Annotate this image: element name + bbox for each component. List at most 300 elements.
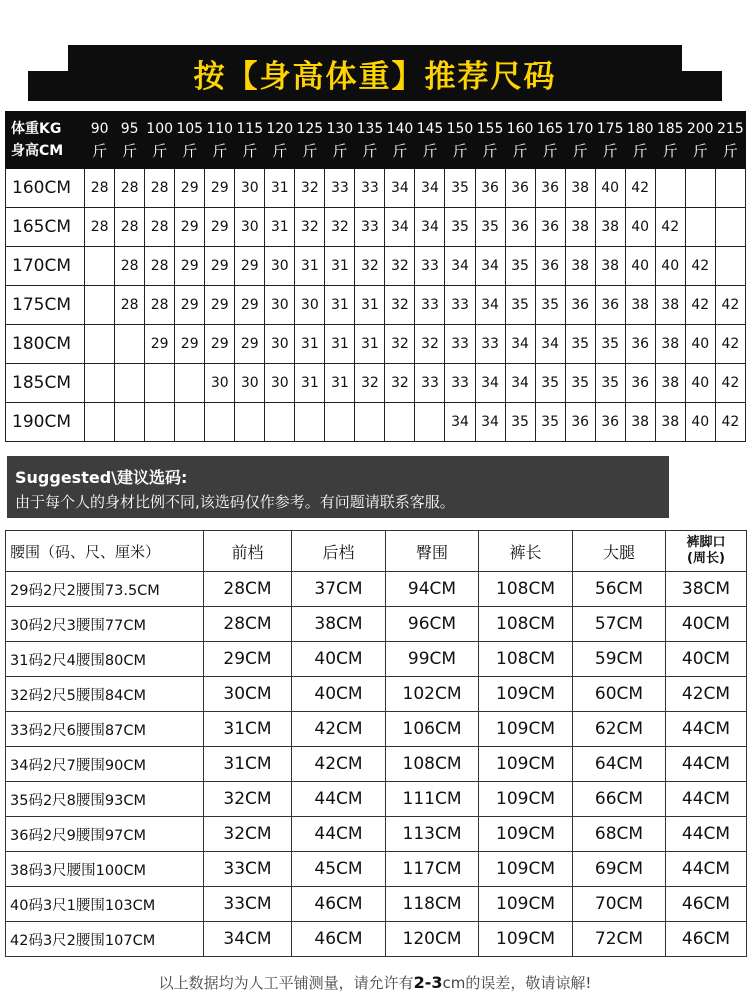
size-cell: 40 [625,247,655,286]
measurement-cell: 46CM [666,922,747,957]
size-cell: 30 [205,364,235,403]
waist-size-label: 32码2尺5腰围84CM [6,677,204,712]
size-cell [715,208,745,247]
height-label: 180CM [6,325,85,364]
measurement-cell: 32CM [204,817,292,852]
size-cell: 35 [565,325,595,364]
measurement-cell: 46CM [292,922,386,957]
measurement-cell: 45CM [292,852,386,887]
measurement-cell: 70CM [573,887,666,922]
size-cell: 29 [205,247,235,286]
weight-value: 110 [206,121,234,137]
size-cell: 32 [295,169,325,208]
size-cell [145,403,175,442]
size-row-190cm [6,403,746,442]
measurement-cell: 38CM [292,607,386,642]
measurement-cell: 108CM [479,572,573,607]
size-cell: 40 [595,169,625,208]
header-hem [666,531,747,572]
footer-text-before: 以上数据均为人工平铺测量，请允许有 [158,974,414,992]
size-cell: 35 [505,286,535,325]
measurement-cell: 31CM [204,747,292,782]
measurement-cell: 46CM [666,887,747,922]
weight-unit: 斤 [572,142,588,160]
weight-header-90 [85,112,115,169]
size-cell: 38 [655,364,685,403]
size-cell: 35 [475,208,505,247]
size-cell: 42 [625,169,655,208]
size-row-185cm [6,364,746,403]
size-cell: 31 [295,325,325,364]
measurement-cell: 29CM [204,642,292,677]
size-cell: 28 [85,208,115,247]
header-back-rise: 后档 [292,531,386,572]
size-cell: 30 [235,208,265,247]
weight-header-145 [415,112,445,169]
size-cell [205,403,235,442]
measurement-row [6,852,747,887]
weight-unit: 斤 [302,142,318,160]
size-cell: 29 [235,247,265,286]
weight-unit: 斤 [272,142,288,160]
size-cell: 40 [685,403,715,442]
size-cell [175,364,205,403]
size-cell: 33 [325,169,355,208]
measurement-cell: 42CM [292,712,386,747]
measurement-cell: 111CM [386,782,479,817]
measurement-cell: 28CM [204,572,292,607]
banner-title: 按【身高体重】推荐尺码 [193,58,557,95]
size-cell: 34 [445,247,475,286]
weight-header-140 [385,112,415,169]
weight-unit: 斤 [692,142,708,160]
weight-value: 125 [296,121,324,137]
size-cell: 33 [445,364,475,403]
weight-value: 100 [146,121,174,137]
size-cell: 33 [415,286,445,325]
weight-unit: 斤 [482,142,498,160]
measurement-cell: 28CM [204,607,292,642]
height-weight-size-table [5,111,746,442]
measurement-row [6,887,747,922]
weight-value: 135 [356,121,384,137]
measurement-cell: 44CM [292,782,386,817]
size-row-170cm [6,247,746,286]
measurement-cell: 108CM [386,747,479,782]
size-cell: 36 [505,208,535,247]
size-cell: 38 [565,247,595,286]
size-cell: 29 [175,325,205,364]
measurement-cell: 109CM [479,887,573,922]
size-cell: 33 [445,286,475,325]
size-cell: 33 [415,247,445,286]
weight-unit: 斤 [392,142,408,160]
measurement-cell: 42CM [666,677,747,712]
size-table-header [6,112,746,169]
height-axis-label: 身高CM [11,143,64,159]
size-cell: 34 [475,364,505,403]
size-cell: 30 [265,247,295,286]
weight-unit: 斤 [92,142,108,160]
measurement-cell: 31CM [204,712,292,747]
size-row-160cm [6,169,746,208]
size-cell: 35 [535,403,565,442]
measurement-cell: 109CM [479,747,573,782]
size-cell: 42 [685,286,715,325]
size-cell: 29 [205,325,235,364]
measurement-cell: 106CM [386,712,479,747]
measurement-row [6,607,747,642]
measurement-cell: 108CM [479,607,573,642]
size-cell: 34 [475,286,505,325]
measurement-cell: 117CM [386,852,479,887]
size-cell: 28 [145,286,175,325]
size-cell [385,403,415,442]
weight-header-125 [295,112,325,169]
size-cell: 35 [505,247,535,286]
weight-value: 95 [120,121,139,137]
size-cell: 28 [115,286,145,325]
measurement-cell: 62CM [573,712,666,747]
measurement-row [6,712,747,747]
weight-value: 120 [266,121,294,137]
size-cell: 35 [595,364,625,403]
size-cell: 30 [265,364,295,403]
size-cell: 38 [655,403,685,442]
size-cell: 31 [325,286,355,325]
size-cell [85,364,115,403]
size-cell: 40 [625,208,655,247]
footer-note [0,972,750,993]
size-cell: 40 [655,247,685,286]
measurement-cell: 57CM [573,607,666,642]
measurement-row [6,747,747,782]
weight-unit: 斤 [512,142,528,160]
measurement-row [6,922,747,957]
size-cell: 36 [625,364,655,403]
weight-value: 180 [626,121,654,137]
weight-unit: 斤 [422,142,438,160]
size-cell: 42 [685,247,715,286]
size-cell: 36 [535,247,565,286]
size-cell: 31 [355,325,385,364]
size-cell: 31 [325,325,355,364]
weight-unit: 斤 [182,142,198,160]
weight-unit: 斤 [212,142,228,160]
measurement-cell: 72CM [573,922,666,957]
size-cell: 28 [85,169,115,208]
measurement-cell: 96CM [386,607,479,642]
weight-value: 140 [386,121,414,137]
size-cell: 29 [235,286,265,325]
size-cell: 31 [355,286,385,325]
size-cell: 29 [175,169,205,208]
measurement-cell: 44CM [666,712,747,747]
measurement-cell: 109CM [479,782,573,817]
weight-header-175 [595,112,625,169]
weight-header-150 [445,112,475,169]
size-cell [85,286,115,325]
weight-header-130 [325,112,355,169]
measurement-cell: 40CM [292,677,386,712]
waist-size-label: 34码2尺7腰围90CM [6,747,204,782]
size-cell: 36 [505,169,535,208]
height-label: 175CM [6,286,85,325]
measurement-cell: 94CM [386,572,479,607]
measurement-cell: 32CM [204,782,292,817]
weight-header-115 [235,112,265,169]
height-label: 160CM [6,169,85,208]
size-cell: 32 [385,364,415,403]
size-cell: 31 [295,247,325,286]
size-cell: 36 [595,286,625,325]
size-cell: 32 [325,208,355,247]
header-thigh: 大腿 [573,531,666,572]
size-cell [325,403,355,442]
weight-unit: 斤 [332,142,348,160]
suggested-heading: Suggested\建议选码: [15,468,188,487]
measurement-cell: 108CM [479,642,573,677]
weight-header-165 [535,112,565,169]
measurement-cell: 30CM [204,677,292,712]
size-cell [655,169,685,208]
size-cell: 30 [265,325,295,364]
size-cell: 38 [565,169,595,208]
weight-value: 175 [596,121,624,137]
weight-value: 185 [656,121,684,137]
size-cell: 34 [535,325,565,364]
size-cell: 32 [385,247,415,286]
size-cell [355,403,385,442]
waist-size-label: 35码2尺8腰围93CM [6,782,204,817]
size-cell [85,325,115,364]
waist-size-label: 42码3尺2腰围107CM [6,922,204,957]
measurement-cell: 120CM [386,922,479,957]
size-cell: 34 [385,208,415,247]
measurement-cell: 109CM [479,852,573,887]
waist-size-label: 36码2尺9腰围97CM [6,817,204,852]
size-cell: 36 [595,403,625,442]
size-cell: 36 [565,286,595,325]
size-cell [715,247,745,286]
measurement-row [6,572,747,607]
weight-header-120 [265,112,295,169]
measurement-cell: 69CM [573,852,666,887]
weight-unit: 斤 [122,142,138,160]
size-cell: 42 [715,403,745,442]
size-cell: 30 [265,286,295,325]
measurement-cell: 42CM [292,747,386,782]
size-cell: 29 [175,286,205,325]
size-cell: 33 [355,169,385,208]
size-cell: 34 [385,169,415,208]
size-cell [85,247,115,286]
size-cell: 29 [205,286,235,325]
size-cell: 29 [205,208,235,247]
measurement-cell: 38CM [666,572,747,607]
size-cell: 34 [415,169,445,208]
size-cell: 29 [235,325,265,364]
weight-header-185 [655,112,685,169]
measurement-cell: 109CM [479,677,573,712]
footer-text-after: cm的误差，敬请谅解! [442,974,592,992]
measurement-cell: 40CM [666,607,747,642]
size-cell [115,403,145,442]
measurement-cell: 37CM [292,572,386,607]
size-cell: 38 [565,208,595,247]
size-cell: 30 [235,364,265,403]
size-cell: 30 [295,286,325,325]
size-cell: 30 [235,169,265,208]
measurement-cell: 59CM [573,642,666,677]
size-cell: 31 [325,364,355,403]
weight-value: 155 [476,121,504,137]
size-cell: 42 [715,286,745,325]
size-cell: 29 [175,208,205,247]
size-cell: 32 [355,364,385,403]
size-cell: 32 [355,247,385,286]
size-cell: 33 [445,325,475,364]
size-cell: 38 [655,286,685,325]
weight-unit: 斤 [452,142,468,160]
size-cell: 34 [445,403,475,442]
measurement-row [6,677,747,712]
size-cell [175,403,205,442]
measurement-cell: 99CM [386,642,479,677]
size-cell: 35 [595,325,625,364]
size-cell: 31 [265,169,295,208]
measurement-cell: 33CM [204,852,292,887]
size-cell: 36 [625,325,655,364]
size-cell: 36 [535,208,565,247]
waist-size-label: 33码2尺6腰围87CM [6,712,204,747]
measurement-cell: 109CM [479,712,573,747]
measurement-cell: 34CM [204,922,292,957]
size-cell: 29 [205,169,235,208]
size-cell: 36 [565,403,595,442]
weight-value: 165 [536,121,564,137]
weight-value: 115 [236,121,264,137]
size-cell [145,364,175,403]
size-cell: 38 [625,403,655,442]
measurement-row [6,642,747,677]
weight-unit: 斤 [662,142,678,160]
weight-header-160 [505,112,535,169]
size-table-corner [6,112,85,169]
size-cell: 28 [145,169,175,208]
header-hip: 臀围 [386,531,479,572]
size-cell [715,169,745,208]
size-cell [115,325,145,364]
weight-unit: 斤 [152,142,168,160]
size-cell: 34 [505,325,535,364]
measurement-row [6,817,747,852]
banner-plate [68,45,682,101]
measurement-cell: 64CM [573,747,666,782]
size-cell: 35 [565,364,595,403]
weight-header-180 [625,112,655,169]
size-cell: 35 [535,364,565,403]
size-row-165cm [6,208,746,247]
height-label: 165CM [6,208,85,247]
weight-unit: 斤 [242,142,258,160]
size-cell: 35 [535,286,565,325]
size-cell: 31 [325,247,355,286]
size-cell: 31 [265,208,295,247]
size-cell: 28 [145,247,175,286]
measurement-cell: 109CM [479,922,573,957]
size-cell: 38 [625,286,655,325]
size-cell [295,403,325,442]
weight-value: 130 [326,121,354,137]
size-cell: 32 [385,286,415,325]
measurement-table-header [6,531,747,572]
measurement-cell: 60CM [573,677,666,712]
size-cell: 38 [655,325,685,364]
size-cell: 35 [445,169,475,208]
weight-value: 90 [90,121,109,137]
measurement-cell: 46CM [292,887,386,922]
size-cell: 32 [415,325,445,364]
size-cell: 33 [355,208,385,247]
weight-unit: 斤 [722,142,738,160]
size-cell: 33 [475,325,505,364]
measurement-cell: 44CM [666,782,747,817]
weight-unit: 斤 [542,142,558,160]
measurement-cell: 102CM [386,677,479,712]
size-cell [85,403,115,442]
footer-tolerance: 2-3 [413,973,443,992]
measurement-cell: 44CM [666,852,747,887]
weight-value: 105 [176,121,204,137]
size-cell: 33 [415,364,445,403]
weight-header-200 [685,112,715,169]
header-hem-note: (周长) [687,551,725,566]
weight-unit: 斤 [632,142,648,160]
size-cell: 38 [595,247,625,286]
size-cell: 42 [715,325,745,364]
size-cell: 32 [385,325,415,364]
size-row-175cm [6,286,746,325]
size-cell: 38 [595,208,625,247]
size-cell: 40 [685,364,715,403]
size-cell [265,403,295,442]
measurement-cell: 40CM [666,642,747,677]
weight-value: 200 [686,121,714,137]
weight-header-95 [115,112,145,169]
weight-header-110 [205,112,235,169]
measurement-cell: 113CM [386,817,479,852]
weight-header-215 [715,112,745,169]
size-cell: 36 [535,169,565,208]
weight-unit: 斤 [602,142,618,160]
height-label: 185CM [6,364,85,403]
header-length: 裤长 [479,531,573,572]
size-cell: 34 [415,208,445,247]
size-cell: 31 [295,364,325,403]
measurement-table [5,530,747,957]
measurement-cell: 118CM [386,887,479,922]
waist-size-label: 38码3尺腰围100CM [6,852,204,887]
size-cell [415,403,445,442]
size-cell: 36 [475,169,505,208]
weight-header-135 [355,112,385,169]
size-cell: 34 [505,364,535,403]
size-cell: 28 [115,169,145,208]
size-cell: 42 [655,208,685,247]
weight-value: 160 [506,121,534,137]
weight-axis-label: 体重KG [11,121,62,137]
